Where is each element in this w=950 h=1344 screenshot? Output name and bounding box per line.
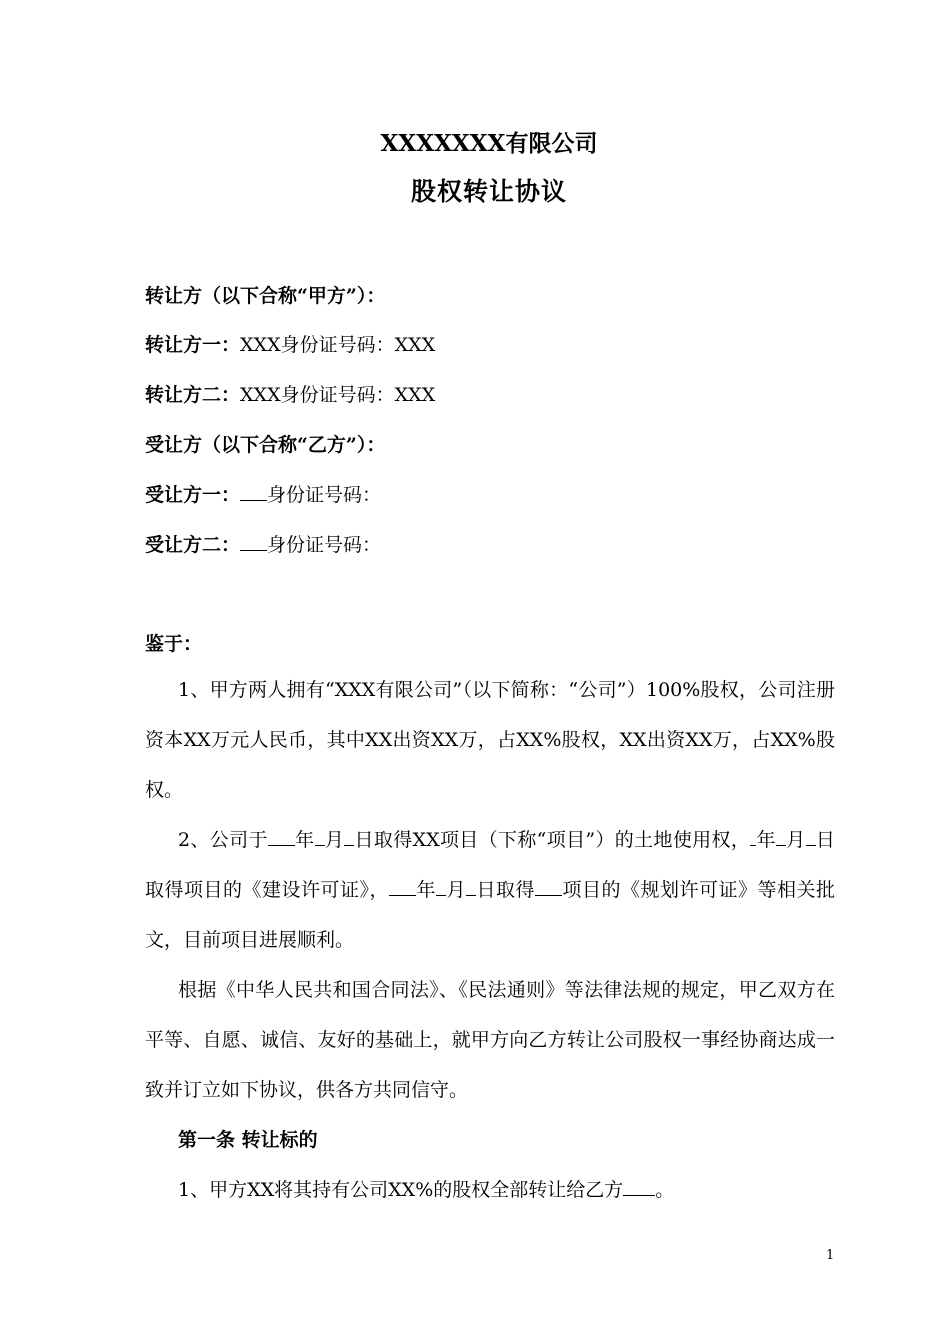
transferee-heading: 受让方（以下合称“乙方”）： [145,434,386,456]
transferor-two [145,380,435,407]
document-body [145,665,835,1215]
recital-paragraph-1: 1、甲方两人拥有“XXX有限公司”（以下简称：“公司”）100%股权，公司注册资本XX万元人民币，其中XX出资XX万，占XX%股权，XX出资XX万，占XX%股权。 [145,679,835,801]
transferor-two-value: XXX身份证号码：XXX [240,384,436,406]
page-number: 1 [826,1248,835,1263]
text-run: 月 [785,829,806,851]
agreement-title: 股权转让协议 [410,177,567,206]
text-run: 2、公司于 [178,829,268,851]
text-run: 年 [294,829,315,851]
text-run: 年 [415,879,436,901]
transferee-one-value: 身份证号码： [267,484,382,506]
transferor-one-value: XXX身份证号码：XXX [240,334,436,356]
blank-line [776,828,786,846]
text-run: 年 [756,829,776,851]
transferee-two-label: 受让方二： [145,534,241,556]
blank-line [623,1178,655,1196]
text-run: 1、甲方XX将其持有公司XX%的股权全部转让给乙方 [178,1179,624,1201]
text-run: 项目的《规划许可证》等相关批文，目前项目进展顺利。 [145,879,835,951]
recital-paragraph-2 [145,815,835,965]
blank-line [436,878,446,896]
company-title: XXXXXXX有限公司 [380,130,598,157]
blank-line [268,828,295,846]
transferee-one [145,480,381,507]
blank-line [806,828,816,846]
blank-line [389,878,416,896]
blank-line [240,533,267,551]
transferee-two [145,530,381,557]
blank-line [315,828,325,846]
transferor-two-label: 转让方二： [145,384,241,406]
recital-paragraph-3: 根据《中华人民共和国合同法》、《民法通则》等法律法规的规定，甲乙双方在平等、自愿、诚信、友好的基础上，就甲方向乙方转让公司股权一事经协商达成一致并订立如下协议，供各方共同信守。 [145,979,835,1101]
text-run: 月 [445,879,466,901]
blank-line [240,483,267,501]
article-1-item-1 [145,1165,835,1215]
blank-line [466,878,476,896]
blank-line [344,828,354,846]
recitals-heading: 鉴于： [145,633,203,655]
blank-line [535,878,562,896]
transferee-two-value: 身份证号码： [267,534,382,556]
text-run: 。 [655,1179,675,1201]
text-run: 日取得 [475,879,535,901]
text-run: 日取得XX项目（下称“项目”）的土地使用权， [354,829,751,851]
transferor-one [145,330,435,357]
transferor-one-label: 转让方一： [145,334,241,356]
transferor-heading: 转让方（以下合称“甲方”）： [145,285,386,307]
transferee-one-label: 受让方一： [145,484,241,506]
article-1-heading: 第一条 转让标的 [178,1129,318,1151]
text-run: 月 [324,829,345,851]
text-run: 日取得项目的《建设许可证》， [145,829,835,901]
